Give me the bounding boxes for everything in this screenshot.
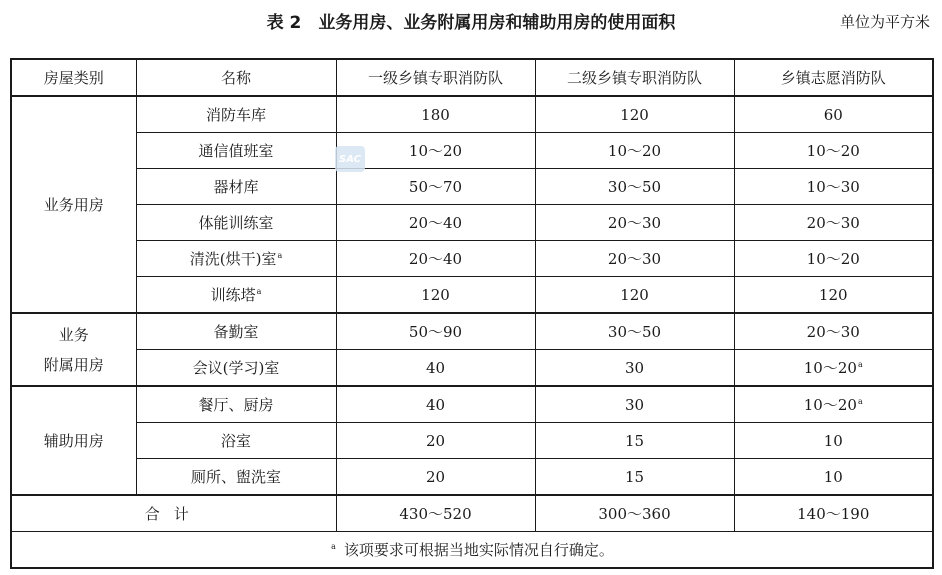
header-row	[11, 59, 933, 96]
area-value: 10～30	[806, 178, 860, 196]
area-value: 50～90	[408, 323, 463, 341]
footnote-mark: a	[331, 542, 336, 551]
room-name: 消防车库	[205, 106, 266, 124]
area-table	[10, 58, 934, 569]
table-row	[11, 169, 933, 205]
category-cell	[11, 96, 136, 313]
total-value: 140～190	[734, 495, 933, 532]
area-value: 10	[823, 431, 843, 450]
room-name: 通信值班室	[198, 142, 274, 160]
room-name: 餐厅、厨房	[198, 396, 274, 414]
footnote-mark: a	[277, 251, 283, 260]
area-value: 20～40	[408, 214, 463, 232]
area-value-cell	[734, 423, 933, 459]
area-value: 20～30	[607, 250, 662, 268]
area-value: 10～20	[806, 142, 860, 160]
area-value-cell	[734, 96, 933, 133]
area-value-cell	[336, 133, 535, 169]
area-value: 10～20	[806, 250, 860, 268]
area-value-cell	[535, 350, 734, 387]
area-value: 20	[425, 467, 446, 486]
room-name-cell	[136, 350, 336, 387]
area-value-cell	[535, 169, 734, 205]
area-value: 20～40	[408, 250, 463, 268]
footnote-mark: a	[256, 287, 262, 296]
area-value: 20	[425, 431, 446, 450]
area-value: 120	[818, 285, 848, 304]
table-row	[11, 350, 933, 387]
area-value: 40	[425, 358, 446, 377]
room-name-cell	[136, 313, 336, 350]
room-name-cell	[136, 133, 336, 169]
area-value: 10～20	[607, 142, 662, 160]
room-name-cell	[136, 459, 336, 496]
table-row	[11, 277, 933, 314]
area-value-cell	[336, 313, 535, 350]
area-value-cell	[734, 205, 933, 241]
sac-watermark-logo: SAC	[335, 146, 365, 172]
area-value: 20～30	[607, 214, 662, 232]
footnote-text: 该项要求可根据当地实际情况自行确定。	[343, 541, 614, 559]
area-value: 20～30	[806, 323, 860, 341]
total-value: 430～520	[336, 495, 535, 532]
table-row	[11, 96, 933, 133]
area-value: 40	[425, 395, 446, 414]
area-value: 30	[624, 395, 645, 414]
area-value-cell	[734, 313, 933, 350]
area-value: 10～20	[803, 359, 857, 377]
room-name-cell	[136, 277, 336, 314]
row-group	[11, 386, 933, 495]
room-name: 训练塔	[210, 286, 256, 304]
area-value: 120	[620, 285, 649, 304]
area-value: 60	[823, 105, 843, 124]
area-value: 120	[620, 105, 649, 124]
room-name: 器材库	[213, 178, 259, 196]
table-title: 表 2 业务用房、业务附属用房和辅助用房的使用面积	[266, 13, 676, 33]
area-value-cell	[336, 350, 535, 387]
area-value-cell	[336, 277, 535, 314]
footnote-mark: a	[857, 397, 863, 406]
area-value-cell	[336, 459, 535, 496]
header-level-2: 二级乡镇专职消防队	[535, 59, 734, 96]
area-value-cell	[734, 241, 933, 277]
room-name: 浴室	[220, 432, 251, 450]
area-value: 15	[624, 467, 645, 486]
area-value-cell	[734, 277, 933, 314]
table-row	[11, 423, 933, 459]
total-value: 300～360	[535, 495, 734, 532]
area-value-cell	[336, 423, 535, 459]
table-row	[11, 386, 933, 423]
unit-label: 单位为平方米	[839, 13, 930, 31]
category-label: 附属用房	[43, 355, 104, 374]
area-value-cell	[336, 96, 535, 133]
area-value-cell	[535, 277, 734, 314]
footnote-row	[11, 532, 933, 569]
room-name: 厕所、盥洗室	[190, 468, 281, 486]
area-value-cell	[535, 205, 734, 241]
area-value-cell	[336, 241, 535, 277]
room-name: 会议(学习)室	[192, 359, 280, 377]
header-name: 名称	[136, 59, 336, 96]
area-value-cell	[734, 133, 933, 169]
area-value: 120	[421, 285, 450, 304]
total-label: 合计	[11, 495, 336, 532]
category-cell	[11, 313, 136, 386]
room-name-cell	[136, 386, 336, 423]
area-value: 30～50	[607, 323, 662, 341]
room-name-cell	[136, 96, 336, 133]
area-value: 15	[624, 431, 645, 450]
room-name-cell	[136, 241, 336, 277]
room-name-cell	[136, 205, 336, 241]
area-value-cell	[734, 169, 933, 205]
area-value-cell	[734, 459, 933, 496]
table-row	[11, 313, 933, 350]
category-label: 业务用房	[43, 195, 104, 214]
table-row	[11, 241, 933, 277]
area-value-cell	[535, 241, 734, 277]
table-row	[11, 205, 933, 241]
area-value-cell	[535, 386, 734, 423]
area-value-cell	[336, 205, 535, 241]
header-category: 房屋类别	[11, 59, 136, 96]
area-value: 20～30	[806, 214, 860, 232]
area-value-cell	[535, 313, 734, 350]
area-value-cell	[535, 133, 734, 169]
room-name-cell	[136, 169, 336, 205]
area-value-cell	[336, 169, 535, 205]
area-value-cell	[535, 459, 734, 496]
table-row	[11, 459, 933, 496]
room-name: 清洗(烘干)室	[189, 250, 277, 268]
room-name: 备勤室	[213, 323, 259, 341]
area-value: 50～70	[408, 178, 463, 196]
area-value: 30～50	[607, 178, 662, 196]
table-row	[11, 133, 933, 169]
footnote	[11, 532, 933, 569]
category-cell	[11, 386, 136, 495]
area-value-cell	[535, 423, 734, 459]
area-value: 10～20	[408, 142, 463, 160]
footnote-mark: a	[857, 360, 863, 369]
header-volunteer: 乡镇志愿消防队	[734, 59, 933, 96]
area-value-cell	[535, 96, 734, 133]
area-value: 30	[624, 358, 645, 377]
category-label: 辅助用房	[43, 431, 104, 450]
room-name: 体能训练室	[198, 214, 274, 232]
area-value-cell	[336, 386, 535, 423]
row-group	[11, 96, 933, 313]
area-value-cell	[734, 350, 933, 387]
area-value: 10～20	[803, 396, 857, 414]
room-name-cell	[136, 423, 336, 459]
area-value: 10	[823, 467, 843, 486]
total-row	[11, 495, 933, 532]
header-level-1: 一级乡镇专职消防队	[336, 59, 535, 96]
area-value-cell	[734, 386, 933, 423]
row-group	[11, 313, 933, 386]
area-value: 180	[421, 105, 450, 124]
category-label: 业务	[58, 325, 89, 344]
